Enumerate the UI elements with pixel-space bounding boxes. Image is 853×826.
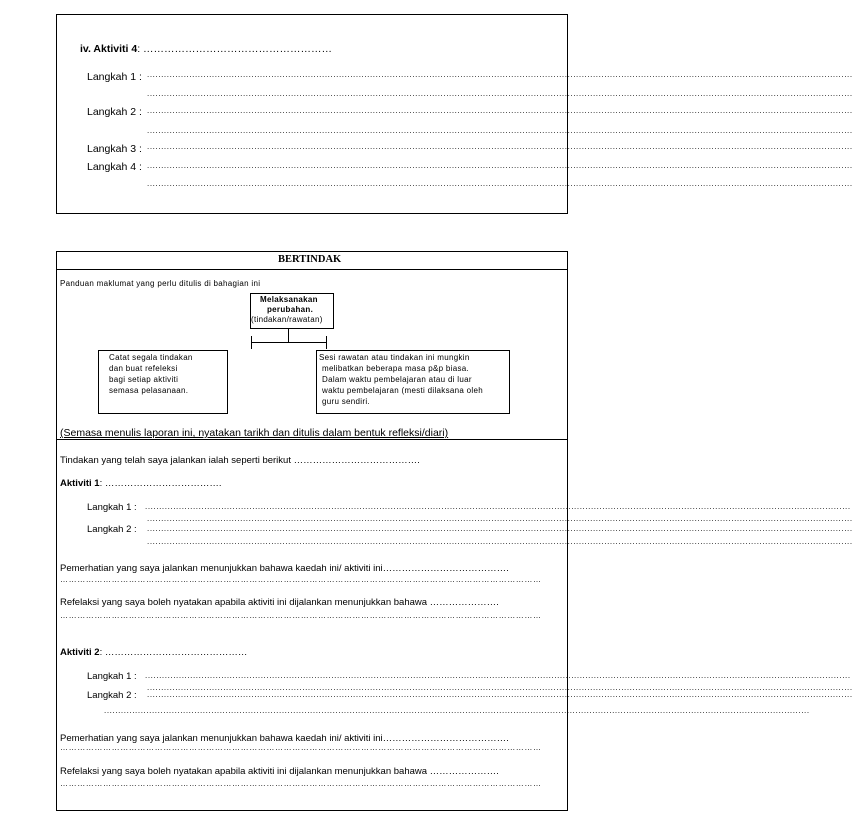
- guide-text: Panduan maklumat yang perlu ditulis di bahagian ini: [60, 279, 261, 288]
- step-4-dots-2[interactable]: ..........................................................................................................................................................................................................................................................: [147, 179, 853, 188]
- connector-vertical: [288, 329, 289, 342]
- left-box-line-3: bagi setiap aktiviti: [109, 375, 179, 384]
- activity-4-heading: [80, 43, 332, 55]
- a1-reflection-dots[interactable]: ……………………………………………………………………………………………………………………………………………………: [60, 611, 542, 620]
- a2-reflection-text: Refelaksi yang saya boleh nyatakan apabila aktiviti ini dijalankan menunjukkan bahawa ………………….: [60, 766, 499, 777]
- step-2-dots-2[interactable]: ..........................................................................................................................................................................................................................................................: [147, 126, 853, 135]
- heading-divider: [56, 269, 568, 270]
- activity-2-dots: : ………………………………………: [99, 647, 248, 658]
- activity-1-dots: : ……………………………….: [99, 478, 222, 489]
- activity-4-title: iv. Aktiviti 4: [80, 43, 138, 55]
- a2-step-1-dots-2[interactable]: ..........................................................................................................................................................................................................................................................: [147, 683, 853, 692]
- a2-step-2-label: Langkah 2 :: [87, 690, 137, 701]
- step-1-dots[interactable]: ..........................................................................................................................................................................................................................................................: [147, 70, 853, 79]
- bertindak-heading: BERTINDAK: [278, 254, 342, 265]
- step-1-label: Langkah 1 :: [87, 71, 142, 83]
- activity-2-heading: [60, 647, 247, 658]
- guide-divider: [56, 439, 568, 440]
- a1-step-2-dots-2[interactable]: ..........................................................................................................................................................................................................................................................: [147, 537, 853, 546]
- a2-step-1-dots[interactable]: ..........................................................................................................................................................................................................................................................: [145, 671, 851, 680]
- a1-reflection-text: Refelaksi yang saya boleh nyatakan apabila aktiviti ini dijalankan menunjukkan bahawa ………………….: [60, 597, 499, 608]
- right-box-line-1: Sesi rawatan atau tindakan ini mungkin: [319, 353, 470, 362]
- a2-step-2-dots[interactable]: ..........................................................................................................................................................................................................................................................: [147, 690, 853, 699]
- step-3-dots[interactable]: ..........................................................................................................................................................................................................................................................: [147, 142, 853, 151]
- center-box-line-1: Melaksanakan: [260, 295, 318, 304]
- center-box-line-2: perubahan.: [267, 305, 314, 314]
- connector-horizontal: [251, 342, 327, 343]
- step-2-label: Langkah 2 :: [87, 106, 142, 118]
- connector-right-tick: [326, 336, 327, 349]
- a1-observation-text: Pemerhatian yang saya jalankan menunjukkan bahawa kaedah ini/ aktiviti ini………………………………….: [60, 563, 509, 574]
- a2-observation-dots[interactable]: ……………………………………………………………………………………………………………………………………………………: [60, 743, 542, 752]
- activity-1-title: Aktiviti 1: [60, 478, 100, 489]
- a1-step-2-dots[interactable]: ..........................................................................................................................................................................................................................................................: [147, 524, 853, 533]
- left-box-line-2: dan buat refeleksi: [109, 364, 178, 373]
- right-box-line-5: guru sendiri.: [322, 397, 370, 406]
- left-box-line-1: Catat segala tindakan: [109, 353, 193, 362]
- a1-step-2-label: Langkah 2 :: [87, 524, 137, 535]
- a2-reflection-dots[interactable]: ……………………………………………………………………………………………………………………………………………………: [60, 779, 542, 788]
- right-box-line-2: melibatkan beberapa masa p&p biasa.: [322, 364, 470, 373]
- activity-1-heading: [60, 478, 222, 489]
- activity-2-title: Aktiviti 2: [60, 647, 100, 658]
- a1-step-1-label: Langkah 1 :: [87, 502, 137, 513]
- right-box-line-3: Dalam waktu pembelajaran atau di luar: [322, 375, 472, 384]
- step-2-dots[interactable]: ..........................................................................................................................................................................................................................................................: [147, 106, 853, 115]
- activity-4-dots: : ………………………………………………: [137, 43, 333, 55]
- a2-step-2-dots-2[interactable]: ..........................................................................................................................................................................................................................................................: [104, 706, 810, 715]
- a2-step-1-label: Langkah 1 :: [87, 671, 137, 682]
- left-box-line-4: semasa pelasanaan.: [109, 386, 189, 395]
- intro-text: Tindakan yang telah saya jalankan ialah seperti berikut ………………………………….: [60, 455, 420, 466]
- step-4-label: Langkah 4 :: [87, 161, 142, 173]
- a1-observation-dots[interactable]: ……………………………………………………………………………………………………………………………………………………: [60, 575, 542, 584]
- step-4-dots[interactable]: ..........................................................................................................................................................................................................................................................: [147, 161, 853, 170]
- a1-step-1-dots-2[interactable]: ..........................................................................................................................................................................................................................................................: [147, 514, 853, 523]
- note-text: (Semasa menulis laporan ini, nyatakan tarikh dan ditulis dalam bentuk refleksi/diari): [60, 427, 449, 439]
- step-3-label: Langkah 3 :: [87, 143, 142, 155]
- right-box-line-4: waktu pembelajaran (mesti dilaksana oleh: [322, 386, 483, 395]
- a2-observation-text: Pemerhatian yang saya jalankan menunjukkan bahawa kaedah ini/ aktiviti ini………………………………….: [60, 733, 509, 744]
- step-1-dots-2[interactable]: ..........................................................................................................................................................................................................................................................: [147, 89, 853, 98]
- center-box-line-3: (tindakan/rawatan): [251, 315, 323, 324]
- a1-step-1-dots[interactable]: ..........................................................................................................................................................................................................................................................: [145, 502, 851, 511]
- connector-left-tick: [251, 336, 252, 349]
